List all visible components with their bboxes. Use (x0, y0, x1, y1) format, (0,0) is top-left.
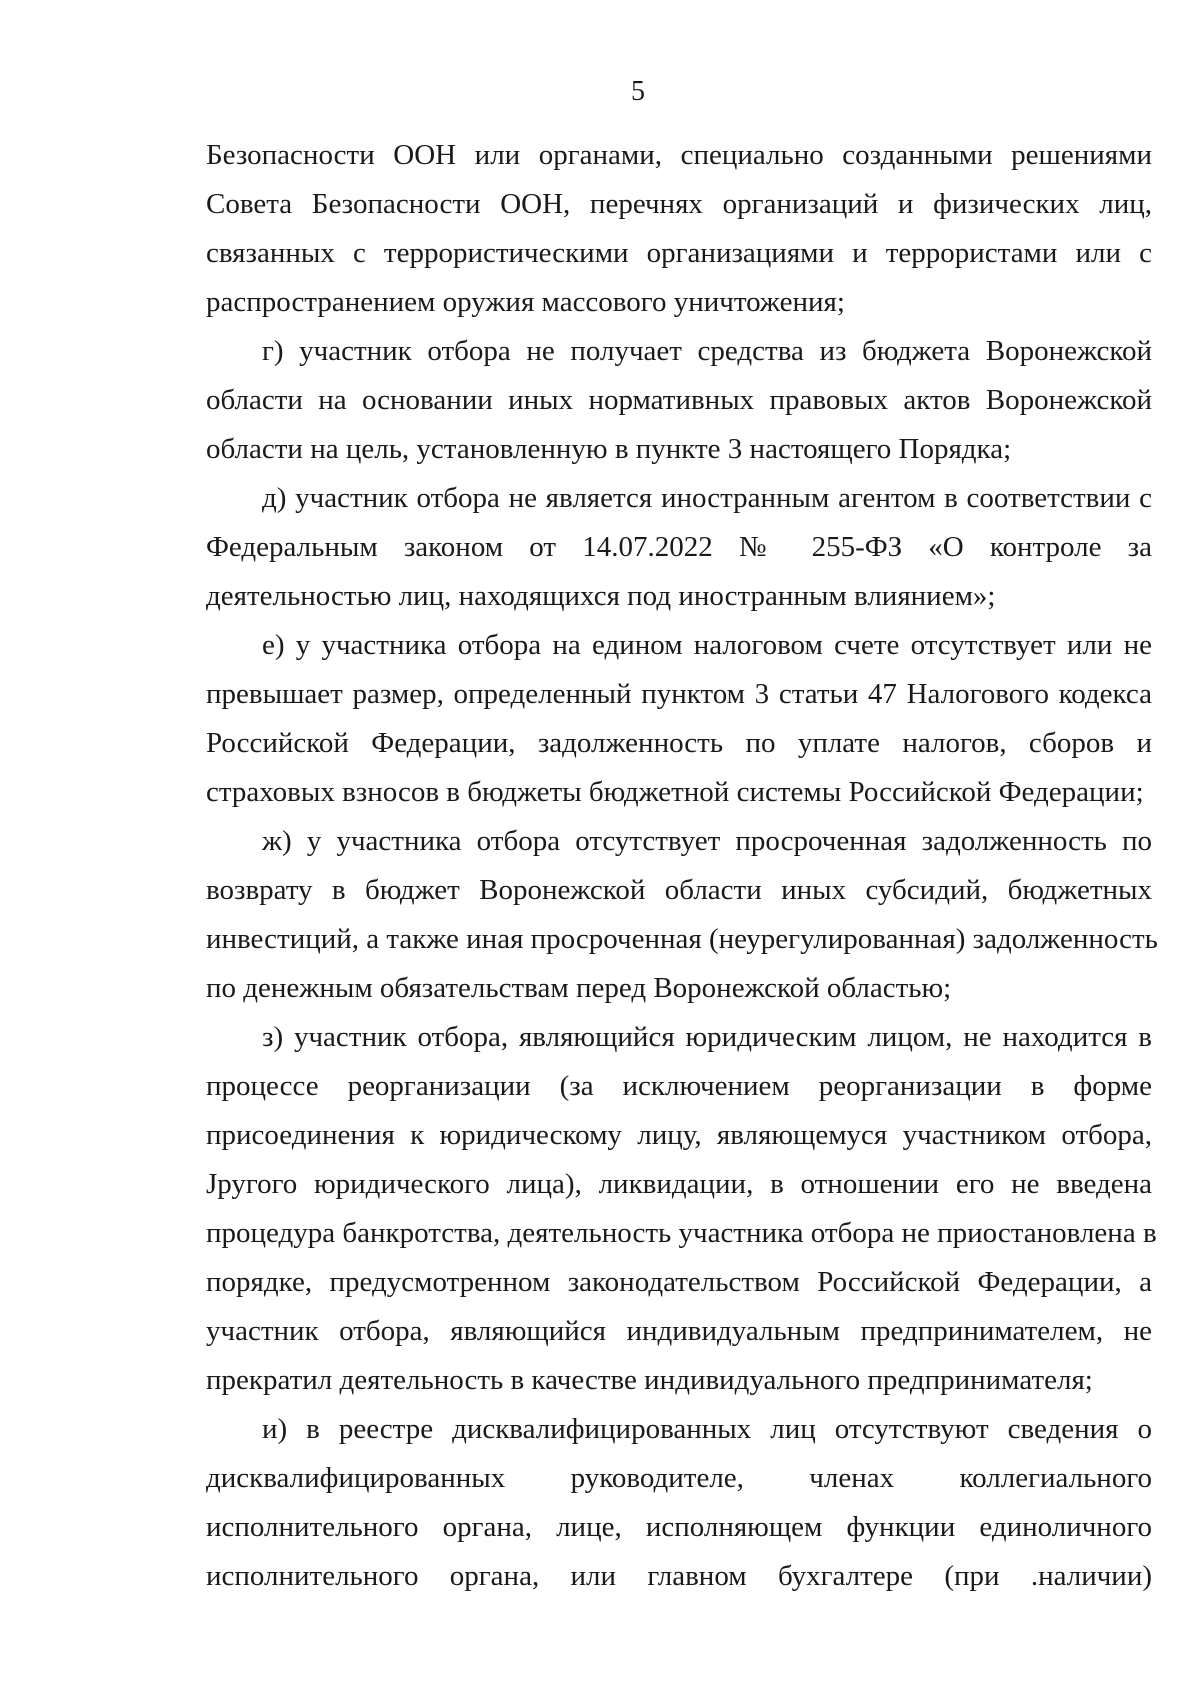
paragraph-item-i (206, 1405, 1152, 1601)
text-line: области на цель, установленную в пункте 3 настоящего Порядка; (206, 433, 1012, 465)
text-line: е) у участника отбора на едином налоговом счете отсутствует или не (262, 629, 1152, 661)
text-line: д) участник отбора не является иностранным агентом в соответствии с (262, 482, 1152, 514)
text-line: процессе реорганизации (за исключением реорганизации в форме (206, 1070, 1152, 1102)
text-line: деятельностью лиц, находящихся под иностранным влиянием»; (206, 580, 996, 612)
text-line: присоединения к юридическому лицу, являющемуся участником отбора, (206, 1119, 1152, 1151)
text-line: исполнительного органа, лице, исполняющем функции единоличного (206, 1511, 1152, 1543)
text-line: процедура банкротства, деятельность участника отбора не приостановлена в (206, 1217, 1157, 1249)
text-line: г) участник отбора не получает средства из бюджета Воронежской (262, 335, 1152, 367)
text-line: прекратил деятельность в качестве индивидуального предпринимателя; (206, 1364, 1093, 1396)
text-line: по денежным обязательствам перед Воронежской областью; (206, 972, 952, 1004)
text-line: ж) у участника отбора отсутствует просроченная задолженность по (262, 825, 1152, 857)
text-line: дисквалифицированных руководителе, членах коллегиального (206, 1462, 1152, 1494)
text-line: распространением оружия массового уничтожения; (206, 286, 845, 318)
text-line: превышает размер, определенный пунктом 3 статьи 47 Налогового кодекса (206, 678, 1152, 710)
text-line: з) участник отбора, являющийся юридическим лицом, не находится в (262, 1021, 1152, 1053)
paragraph-item-g (206, 327, 1152, 474)
text-line: порядке, предусмотренном законодательством Российской Федерации, а (206, 1266, 1152, 1298)
text-line: Совета Безопасности ООН, перечнях организаций и физических лиц, (206, 188, 1152, 220)
text-line: Российской Федерации, задолженность по уплате налогов, сборов и (206, 727, 1152, 759)
text-line: области на основании иных нормативных правовых актов Воронежской (206, 384, 1152, 416)
text-line: Јругого юридического лица), ликвидации, в отношении его не введена (206, 1168, 1152, 1200)
page-number: 5 (631, 76, 645, 107)
paragraph-item-z (206, 1013, 1157, 1405)
text-line: страховых взносов в бюджеты бюджетной системы Российской Федерации; (206, 776, 1144, 808)
text-line: Безопасности ООН или органами, специально созданными решениями (206, 139, 1152, 171)
text-line: возврату в бюджет Воронежской области иных субсидий, бюджетных (206, 874, 1152, 906)
text-line: инвестиций, а также иная просроченная (неурегулированная) задолженность (206, 923, 1158, 955)
paragraph-continuation (206, 131, 1152, 327)
paragraph-item-zh (206, 817, 1158, 1013)
document-body (206, 131, 1158, 1601)
paragraph-item-e (206, 621, 1152, 817)
paragraph-item-d (206, 474, 1152, 621)
text-line: Федеральным законом от 14.07.2022 № 255-ФЗ «О контроле за (206, 531, 1152, 563)
text-line: связанных с террористическими организациями и террористами или с (206, 237, 1152, 269)
text-line: и) в реестре дисквалифицированных лиц отсутствуют сведения о (262, 1413, 1152, 1445)
text-line: участник отбора, являющийся индивидуальным предпринимателем, не (206, 1315, 1152, 1347)
text-line: исполнительного органа, или главном бухгалтере (при .наличии) (206, 1560, 1152, 1592)
